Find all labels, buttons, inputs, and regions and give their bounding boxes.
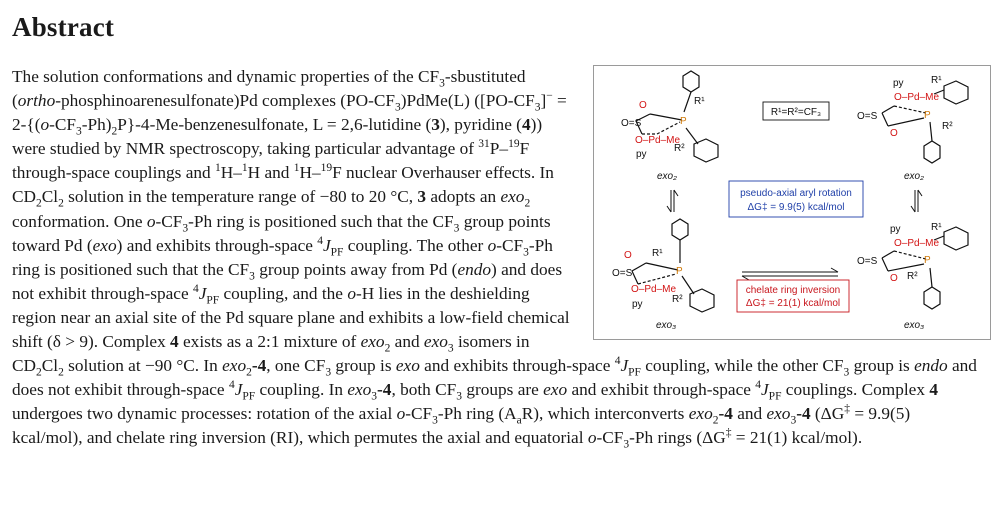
abstract-text: and <box>732 404 767 424</box>
abstract-text: exo <box>688 404 713 424</box>
abstract-text: -CF <box>405 404 433 424</box>
abstract-text: 1 <box>293 162 300 175</box>
abstract-text: -CF <box>496 235 524 255</box>
equilibrium-arrow-right <box>911 190 922 212</box>
abstract-text: 4 <box>317 234 323 247</box>
conformer-label: exo₃ <box>904 320 925 331</box>
abstract-paragraph <box>12 65 982 451</box>
abstract-text: -H lies in the deshielding region near an axial site of the Pd square plane and exhibits a low-field chemical shift (δ > 9). Complex <box>12 283 570 352</box>
abstract-text: -4 <box>251 356 267 376</box>
py-label: py <box>893 78 904 89</box>
oxygen-label: O <box>624 250 632 261</box>
r2-label: R² <box>672 294 683 305</box>
abstract-text: 1 <box>215 162 221 175</box>
abstract-text: 3 <box>431 115 440 135</box>
svg-text:O=S <box>857 111 878 122</box>
abstract-text: J <box>198 283 207 303</box>
phosphorus-label: P <box>924 255 931 266</box>
abstract-text: 4 <box>929 380 938 400</box>
abstract-text: 3 <box>325 366 332 379</box>
sulfonyl-label: O=S <box>621 118 642 129</box>
abstract-text: -Ph ring is positioned such that the CF <box>12 235 553 279</box>
abstract-text: Cl <box>41 187 59 207</box>
abstract-text: exists as a 2:1 mixture of <box>178 332 361 352</box>
abstract-text: group points toward Pd ( <box>12 211 551 255</box>
phosphorus-label: P <box>680 116 687 127</box>
abstract-text: J <box>620 356 629 376</box>
abstract-text: 3 <box>790 414 797 427</box>
r1-label: R¹ <box>652 248 663 259</box>
abstract-text: coupling. In <box>255 380 348 400</box>
abstract-text: 4 <box>755 379 761 392</box>
abstract-text: ) and does not exhibit through-space <box>12 259 563 303</box>
abstract-text: 3 <box>523 246 529 259</box>
abstract-text: 3 <box>395 101 401 114</box>
abstract-text: -4 <box>377 380 392 400</box>
abstract-text: 2 <box>36 366 42 379</box>
abstract-text: -CF <box>155 211 183 231</box>
conformer-label: exo₃ <box>656 320 677 331</box>
phosphorus-label: P <box>924 110 931 121</box>
equilibrium-arrow-left <box>667 190 678 212</box>
abstract-text: o <box>40 115 50 135</box>
abstract-text: 19 <box>320 162 333 175</box>
abstract-text: PF <box>242 390 256 403</box>
pd-label: O–Pd–Me <box>894 238 940 249</box>
abstract-text: , both CF <box>391 380 457 400</box>
sulfonyl-label: O=S <box>857 256 878 267</box>
abstract-text: )PdMe(L) ([PO-CF <box>400 91 535 111</box>
abstract-text: -Ph ring (A <box>437 404 517 424</box>
abstract-text: and <box>390 332 424 352</box>
sulfonyl-label: O=S <box>612 268 633 279</box>
abstract-text: o <box>347 283 356 303</box>
abstract-text: Cl <box>41 356 59 376</box>
aryl-ring <box>944 81 968 104</box>
abstract-text: 19 <box>508 138 520 151</box>
abstract-text: 3 <box>432 414 438 427</box>
aryl-bond <box>684 92 691 112</box>
abstract-text: J <box>761 380 769 400</box>
abstract-text: PF <box>330 246 344 259</box>
pd-label: O–Pd–Me <box>631 284 677 295</box>
abstract-text: exo <box>360 332 385 352</box>
abstract-text: 2 <box>58 197 64 210</box>
abstract-text: coupling. The other <box>343 235 488 255</box>
abstract-text: H and <box>247 163 294 183</box>
abstract-text: conformation. One <box>12 211 147 231</box>
py-label: py <box>632 299 643 310</box>
abstract-text: o <box>146 211 156 231</box>
abstract-text: 3 <box>534 101 541 114</box>
svg-text:O=S <box>621 118 642 129</box>
abstract-text: exo <box>347 380 372 400</box>
abstract-text: PF <box>206 294 220 307</box>
abstract-text: -sbustituted ( <box>12 67 526 111</box>
conformer-label: exo₂ <box>904 171 924 182</box>
oxygen-label: O <box>639 100 647 111</box>
abstract-text: 3 <box>417 187 427 207</box>
graphical-abstract-svg <box>594 66 990 339</box>
abstract-text: and exhibit through-space <box>567 380 756 400</box>
abstract-text: and does not exhibit through-space <box>12 356 977 400</box>
abstract-text: exo <box>500 187 525 207</box>
abstract-text: isomers in CD <box>12 332 530 376</box>
abstract-text: exo <box>222 356 247 376</box>
r1-label: R¹ <box>694 96 705 107</box>
aryl-ring <box>683 71 699 92</box>
r2-label: R² <box>674 143 685 154</box>
aryl-ring <box>924 141 940 163</box>
abstract-text: adopts an <box>426 187 501 207</box>
abstract-text: -Ph) <box>81 115 112 135</box>
aryl-ring <box>694 139 718 162</box>
abstract-text: , one CF <box>266 356 326 376</box>
abstract-text: endo <box>914 356 948 376</box>
abstract-text: F through-space couplings and <box>12 139 530 183</box>
abstract-text: a <box>516 414 522 427</box>
abstract-text: 3 <box>447 342 454 355</box>
graphical-abstract <box>584 65 982 340</box>
abstract-text: exo <box>423 332 448 352</box>
abstract-text: -phosphinoarenesulfonate)Pd complexes (PO-CF <box>55 91 396 111</box>
abstract-text: o <box>487 235 497 255</box>
abstract-text: ‡ <box>725 427 732 440</box>
abstract-text: 2 <box>246 366 252 379</box>
r2-label: R² <box>942 121 953 132</box>
r2-label: R² <box>907 271 918 282</box>
abstract-text: 31 <box>478 138 490 151</box>
abstract-text: The solution conformations and dynamic properties of the CF <box>12 67 440 86</box>
svg-text:O=S <box>612 268 633 279</box>
abstract-text: groups are <box>462 380 544 400</box>
r1-label: R¹ <box>931 222 942 233</box>
abstract-text: )) were studied by NMR spectroscopy, taking particular advantage of <box>12 115 543 159</box>
phosphorus-label: P <box>676 266 683 277</box>
abstract-text: 3 <box>456 390 463 403</box>
inversion-barrier: ΔG‡ = 21(1) kcal/mol <box>745 298 841 309</box>
abstract-text: 3 <box>371 390 378 403</box>
abstract-text: -Ph ring is positioned such that the CF <box>188 211 454 231</box>
abstract-text: H– <box>299 163 321 183</box>
abstract-text: -CF <box>49 115 76 135</box>
aryl-ring <box>672 219 688 240</box>
page-title: Abstract <box>12 12 115 42</box>
abstract-text: -Ph rings (ΔG <box>629 428 726 448</box>
abstract-text: 2 <box>111 125 118 138</box>
abstract-text: PF <box>628 366 641 379</box>
conformer-top-left <box>621 71 718 182</box>
abstract-text: 3 <box>623 438 630 451</box>
pd-label: O–Pd–Me <box>894 92 940 103</box>
abstract-text: ] <box>540 91 547 111</box>
abstract-text: 4 <box>614 355 621 368</box>
abstract-text: H– <box>220 163 242 183</box>
sulfonyl-label: O=S <box>857 111 878 122</box>
abstract-text: solution in the temperature range of −80 to 20 °C, <box>63 187 418 207</box>
abstract-text: 1 <box>241 162 248 175</box>
abstract-text: ) and exhibits through-space <box>116 235 318 255</box>
abstract-text: 4 <box>192 283 199 296</box>
py-label: py <box>636 149 647 160</box>
abstract-text: 4 <box>521 115 531 135</box>
abstract-text: exo <box>543 380 568 400</box>
abstract-text: P– <box>489 139 509 159</box>
abstract-text: J <box>322 235 331 255</box>
abstract-text: F nuclear Overhauser effects. In CD <box>12 163 554 207</box>
abstract-text: 2 <box>712 414 719 427</box>
substituent-box-label: R¹=R²=CF₃ <box>770 107 822 118</box>
conformer-top-right <box>857 75 968 182</box>
abstract-text: and exhibits through-space <box>419 356 615 376</box>
conformer-label: exo₂ <box>657 171 677 182</box>
rotation-title: pseudo-axial aryl rotation <box>740 188 852 199</box>
abstract-text: o <box>396 404 406 424</box>
abstract-text: PF <box>768 390 782 403</box>
abstract-text: group points away from Pd ( <box>254 259 458 279</box>
abstract-text: solution at −90 °C. In <box>63 356 223 376</box>
abstract-text: J <box>234 380 243 400</box>
abstract-text: -CF <box>596 428 624 448</box>
abstract-text: 2 <box>58 366 64 379</box>
oxygen-label: O <box>890 273 898 284</box>
abstract-text: undergoes two dynamic processes: rotation of the axial <box>12 404 397 424</box>
abstract-text: − <box>546 90 553 103</box>
oxygen-label: O <box>890 128 898 139</box>
abstract-text: group is <box>849 356 915 376</box>
conformer-bottom-left <box>612 219 714 331</box>
abstract-text: = 2-{( <box>12 91 567 135</box>
abstract-text: -4 <box>796 404 811 424</box>
abstract-text: R), which interconverts <box>521 404 689 424</box>
abstract-text: (ΔG <box>810 404 845 424</box>
py-label: py <box>890 224 901 235</box>
r1-label: R¹ <box>931 75 942 86</box>
abstract-text: coupling, and the <box>219 283 348 303</box>
abstract-text: endo <box>457 259 492 279</box>
abstract-text: 3 <box>439 77 445 90</box>
abstract-text: 2 <box>384 342 391 355</box>
abstract-text: 3 <box>76 125 82 138</box>
abstract-text: P}-4-Me-benzenesulfonate, L = 2,6-lutidine ( <box>117 115 432 135</box>
svg-text:O=S <box>857 256 878 267</box>
abstract-text: 3 <box>249 270 255 283</box>
abstract-text: couplings. Complex <box>781 380 930 400</box>
equilibrium-arrow-horizontal <box>742 268 838 280</box>
abstract-text: group is <box>331 356 396 376</box>
abstract-text: 4 <box>170 332 179 352</box>
abstract-text: exo <box>395 356 420 376</box>
abstract-text: -4 <box>718 404 733 424</box>
pd-label: O–Pd–Me <box>635 135 681 146</box>
abstract-text: 3 <box>843 366 850 379</box>
abstract-text: exo <box>766 404 791 424</box>
abstract-text: = 21(1) kcal/mol). <box>731 428 863 448</box>
abstract-text: coupling, while the other CF <box>640 356 844 376</box>
abstract-text: exo <box>92 235 117 255</box>
aryl-ring <box>924 287 940 309</box>
aryl-ring <box>944 227 968 250</box>
abstract-text: ortho <box>17 91 56 111</box>
abstract-text: 2 <box>524 197 531 210</box>
rotation-barrier: ΔG‡ = 9.9(5) kcal/mol <box>747 202 845 213</box>
abstract-text: ‡ <box>844 403 851 416</box>
abstract-text: 4 <box>228 379 235 392</box>
inversion-title: chelate ring inversion <box>745 285 841 296</box>
abstract-text: ), pyridine ( <box>439 115 522 135</box>
conformer-bottom-right <box>857 222 968 331</box>
abstract-text: 3 <box>182 222 189 235</box>
abstract-text: 3 <box>453 222 460 235</box>
abstract-text: 2 <box>36 197 42 210</box>
abstract-text: = 9.9(5) kcal/mol), and chelate ring inversion (RI), which permutes the axial and equatorial <box>12 404 911 448</box>
abstract-text: o <box>587 428 597 448</box>
